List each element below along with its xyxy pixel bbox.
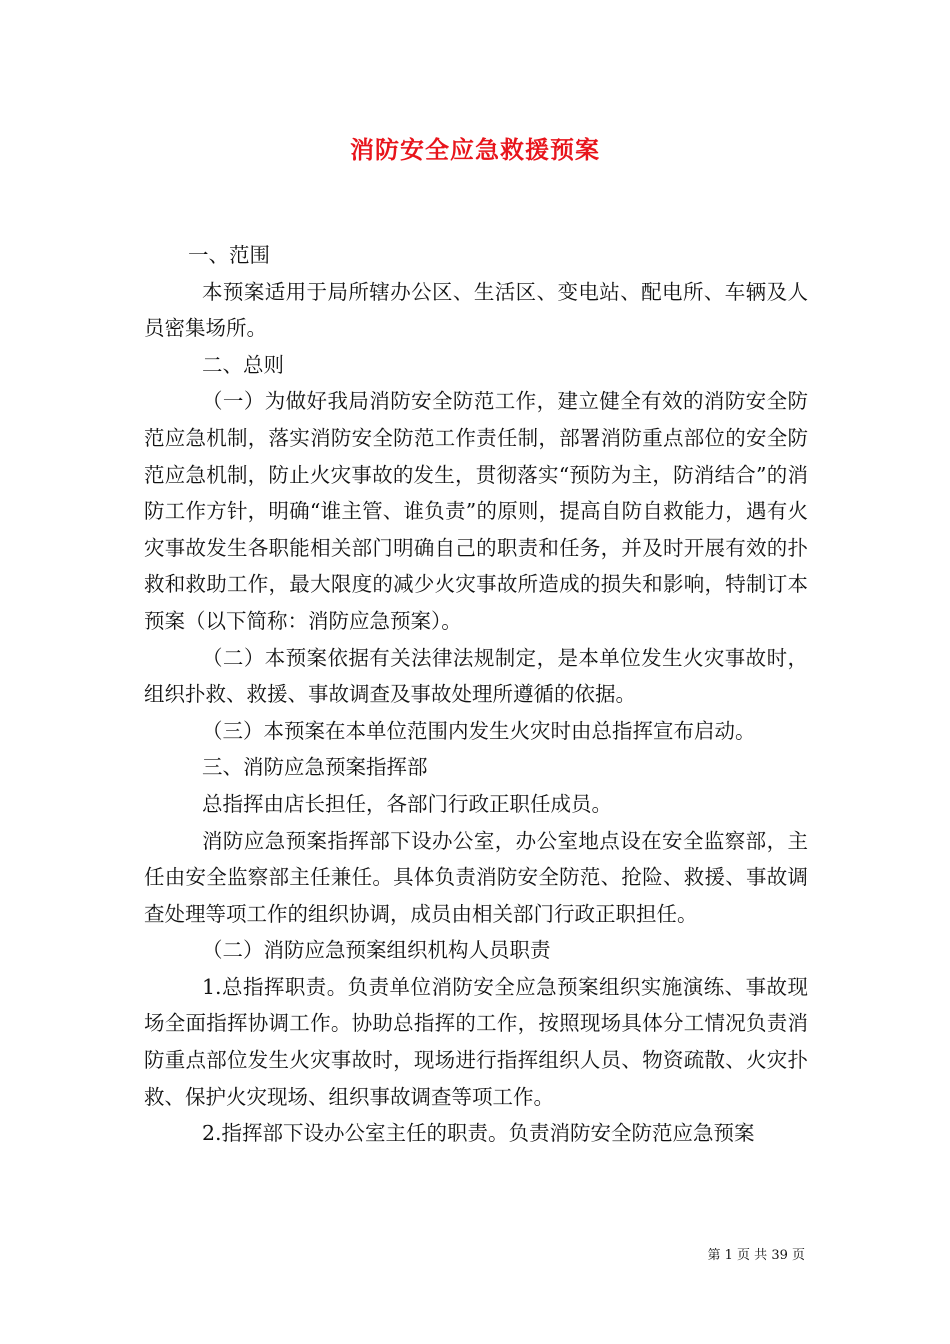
section-heading-scope: 一、范围 (188, 243, 270, 267)
paragraph-general-1: （一）为做好我局消防安全防范工作，建立健全有效的消防安全防范应急机制，落实消防安全防范工作责任制，部署消防重点部位的安全防范应急机制，防止火灾事故的发生，贯彻落实“预防为主，防消结合”的消防工作方针，明确“谁主管、谁负责”的原则，提高自防自救能力，遇有火灾事故发生各职能相关部门明确自己的职责和任务，并及时开展有效的扑救和救助工作，最大限度的减少火灾事故所造成的损失和影响，特制订本预案（以下简称：消防应急预案）。 (144, 389, 808, 633)
paragraph-duty-1: 1.总指挥职责。负责单位消防安全应急预案组织实施演练、事故现场全面指挥协调工作。协助总指挥的工作，按照现场具体分工情况负责消防重点部位发生火灾事故时，现场进行指挥组织人员、物资疏散、火灾扑救、保护火灾现场、组织事故调查等项工作。 (144, 974, 808, 1109)
section-heading-general: 二、总则 (202, 352, 284, 377)
paragraph-general-3: （三）本预案在本单位范围内发生火灾时由总指挥宣布启动。 (202, 718, 756, 743)
paragraph-duty-2: 2.指挥部下设办公室主任的职责。负责消防安全防范应急预案 (202, 1121, 755, 1146)
paragraph-command-1: 总指挥由店长担任，各部门行政正职任成员。 (202, 791, 612, 816)
paragraph-command-2: 消防应急预案指挥部下设办公室，办公室地点设在安全监察部，主任由安全监察部主任兼任。具体负责消防安全防范、抢险、救援、事故调查处理等项工作的组织协调，成员由相关部门行政正职担任。 (144, 828, 808, 926)
document-title: 消防安全应急救援预案 (350, 135, 600, 164)
paragraph-scope: 本预案适用于局所辖办公区、生活区、变电站、配电所、车辆及人员密集场所。 (144, 279, 808, 341)
document-body (144, 237, 808, 1152)
section-heading-command: 三、消防应急预案指挥部 (202, 755, 428, 780)
subsection-heading-duties: （二）消防应急预案组织机构人员职责 (202, 938, 551, 963)
page-number: 第 1 页 共 39 页 (707, 1248, 805, 1263)
paragraph-general-2: （二）本预案依据有关法律法规制定，是本单位发生火灾事故时，组织扑救、救援、事故调查及事故处理所遵循的依据。 (144, 645, 808, 707)
